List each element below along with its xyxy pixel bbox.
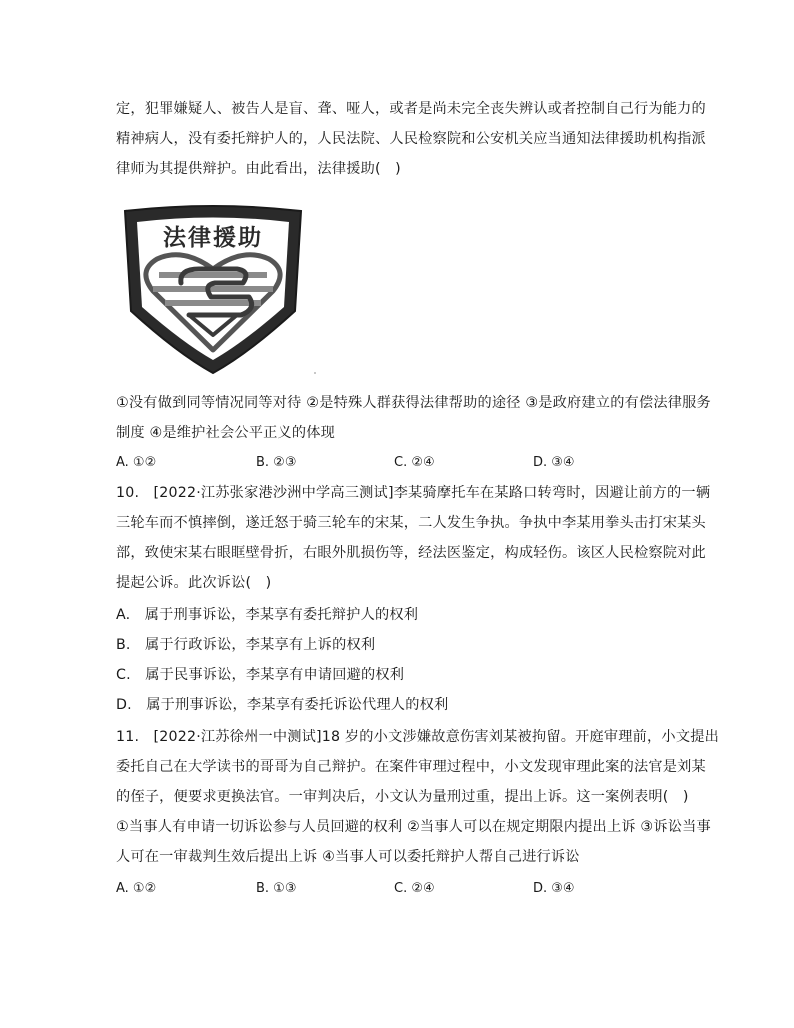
q9-statement-line-1: ①没有做到同等情况同等对待 ②是特殊人群获得法律帮助的途径 ③是政府建立的有偿法律服务	[116, 395, 711, 411]
q11-stem-line-1: 11. [2022·江苏徐州一中测试]18 岁的小文涉嫌故意伤害刘某被拘留。开庭审理前，小文提出	[116, 729, 719, 745]
logo-title: 法律援助	[163, 225, 263, 251]
q10-option-a[interactable]: A. 属于刑事诉讼，李某享有委托辩护人的权利	[116, 607, 419, 623]
q10-option-d[interactable]: D. 属于刑事诉讼，李某享有委托诉讼代理人的权利	[116, 697, 449, 713]
passage-line-3: 律师为其提供辩护。由此看出，法律援助( )	[116, 161, 401, 177]
q9-option-b[interactable]: B. ②③	[256, 455, 297, 470]
q10-stem-line-1: 10. [2022·江苏张家港沙洲中学高三测试]李某骑摩托车在某路口转弯时，因避让前方的一辆	[116, 485, 711, 501]
q9-option-a[interactable]: A. ①②	[116, 455, 157, 470]
q11-statement-line-2: 人可在一审裁判生效后提出上诉 ④当事人可以委托辩护人帮自己进行诉讼	[116, 849, 580, 865]
q11-stem-line-3: 的侄子，便要求更换法官。一审判决后，小文认为量刑过重，提出上诉。这一案例表明( )	[116, 789, 689, 805]
q9-statement-line-2: 制度 ④是维护社会公平正义的体现	[116, 425, 336, 441]
q11-option-c[interactable]: C. ②④	[394, 881, 435, 896]
q10-stem-line-3: 部，致使宋某右眼眶壁骨折，右眼外肌损伤等，经法医鉴定，构成轻伤。该区人民检察院对此	[116, 545, 706, 561]
scan-speck	[314, 372, 316, 374]
q11-stem-line-2: 委托自己在大学读书的哥哥为自己辩护。在案件审理过程中，小文发现审理此案的法官是刘某	[116, 759, 706, 775]
q11-statement-line-1: ①当事人有申请一切诉讼参与人员回避的权利 ②当事人可以在规定期限内提出上诉 ③诉讼当事	[116, 819, 711, 835]
q9-option-d[interactable]: D. ③④	[533, 455, 575, 470]
legal-aid-logo	[119, 203, 307, 376]
q11-option-b[interactable]: B. ①③	[256, 881, 297, 896]
q10-option-c[interactable]: C. 属于民事诉讼，李某享有申请回避的权利	[116, 667, 405, 683]
q10-stem-line-4: 提起公诉。此次诉讼( )	[116, 575, 272, 591]
q11-option-d[interactable]: D. ③④	[533, 881, 575, 896]
passage-line-2: 精神病人，没有委托辩护人的，人民法院、人民检察院和公安机关应当通知法律援助机构指派	[116, 131, 706, 147]
q11-option-a[interactable]: A. ①②	[116, 881, 157, 896]
passage-line-1: 定，犯罪嫌疑人、被告人是盲、聋、哑人，或者是尚未完全丧失辨认或者控制自己行为能力的	[116, 101, 706, 117]
q10-option-b[interactable]: B. 属于行政诉讼，李某享有上诉的权利	[116, 637, 376, 653]
q9-option-c[interactable]: C. ②④	[394, 455, 435, 470]
q10-stem-line-2: 三轮车而不慎摔倒，遂迁怒于骑三轮车的宋某，二人发生争执。争执中李某用拳头击打宋某头	[116, 515, 706, 531]
